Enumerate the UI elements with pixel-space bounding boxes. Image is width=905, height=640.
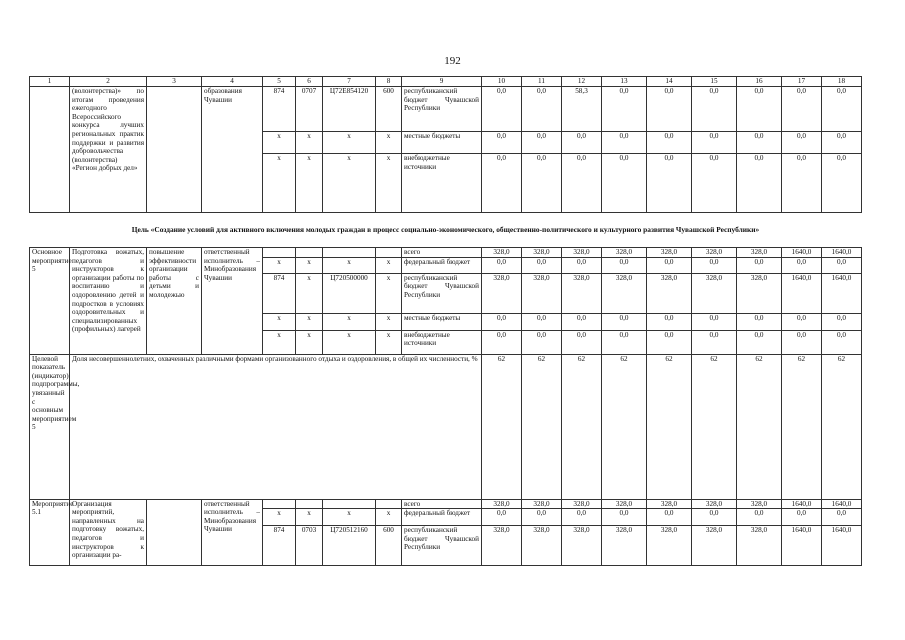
value-cell: 0,0	[647, 509, 692, 526]
code-cell: x	[376, 257, 402, 273]
value-cell: 328,0	[562, 526, 602, 566]
value-cell: 328,0	[522, 499, 562, 509]
value-cell: 1640,0	[822, 526, 862, 566]
value-cell: 62	[522, 354, 562, 499]
value-cell: 58,3	[562, 87, 602, 132]
column-header: 11	[522, 77, 562, 87]
value-cell: 0,0	[482, 87, 522, 132]
value-cell: 0,0	[647, 257, 692, 273]
value-cell: 328,0	[482, 499, 522, 509]
value-cell: 328,0	[647, 526, 692, 566]
value-cell: 0,0	[522, 154, 562, 213]
code-cell	[323, 499, 376, 509]
value-cell: 0,0	[647, 154, 692, 213]
block2-col2: Подготовка вожатых, педагогов и инструкторов к организации работы по воспитанию и оздоровлению детей и подростков в условиях оздоровительных и специализированных (профильных) лагерей	[70, 248, 147, 355]
value-cell: 0,0	[737, 87, 782, 132]
value-cell: 0,0	[482, 257, 522, 273]
value-cell: 0,0	[782, 313, 822, 330]
block1-col1	[30, 87, 70, 213]
value-cell: 0,0	[482, 154, 522, 213]
column-header: 2	[70, 77, 147, 87]
value-cell: 328,0	[647, 248, 692, 258]
value-cell: 0,0	[737, 257, 782, 273]
code-cell: x	[296, 273, 323, 313]
code-cell: 874	[263, 273, 296, 313]
block1-col2: (волонтерства)» по итогам проведения ежегодного Всероссийского конкурса лучших региональных практик поддержки и развития добровольчества (волонтерства) «Регион добрых дел»	[70, 87, 147, 213]
block3-col4: ответственный исполнитель – Минобразования Чувашии	[202, 499, 263, 566]
funding-source: внебюджетные источники	[402, 330, 482, 354]
code-cell: x	[323, 132, 376, 154]
code-cell: x	[323, 154, 376, 213]
column-header: 13	[602, 77, 647, 87]
value-cell: 0,0	[737, 509, 782, 526]
code-cell: x	[296, 313, 323, 330]
value-cell: 0,0	[562, 509, 602, 526]
block2-col3: повышение эффективности организации работы с детьми и молодежью	[147, 248, 202, 355]
value-cell: 328,0	[647, 499, 692, 509]
value-cell: 62	[482, 354, 522, 499]
code-cell: Ц720512160	[323, 526, 376, 566]
value-cell: 0,0	[692, 313, 737, 330]
value-cell: 0,0	[562, 154, 602, 213]
value-cell: 0,0	[602, 154, 647, 213]
code-cell: x	[376, 132, 402, 154]
value-cell: 62	[562, 354, 602, 499]
column-header: 17	[782, 77, 822, 87]
code-cell	[263, 248, 296, 258]
code-cell	[376, 499, 402, 509]
value-cell: 328,0	[692, 499, 737, 509]
value-cell: 328,0	[602, 248, 647, 258]
funding-source: местные бюджеты	[402, 313, 482, 330]
funding-source: республиканский бюджет Чувашской Республики	[402, 526, 482, 566]
block2-row	[30, 248, 862, 258]
value-cell: 0,0	[647, 87, 692, 132]
code-cell: x	[263, 132, 296, 154]
code-cell: x	[296, 154, 323, 213]
funding-source: всего	[402, 248, 482, 258]
value-cell: 0,0	[647, 132, 692, 154]
value-cell: 0,0	[822, 313, 862, 330]
value-cell: 1640,0	[782, 499, 822, 509]
value-cell: 0,0	[602, 132, 647, 154]
value-cell: 0,0	[602, 509, 647, 526]
funding-source: республиканский бюджет Чувашской Республики	[402, 87, 482, 132]
code-cell: 874	[263, 87, 296, 132]
value-cell: 0,0	[482, 509, 522, 526]
value-cell: 328,0	[602, 273, 647, 313]
code-cell: x	[323, 313, 376, 330]
block3-col2: Организация мероприятий, направленных на подготовку вожатых, педагогов и инструкторов к организации ра-	[70, 499, 147, 566]
budget-table	[29, 76, 862, 566]
code-cell: x	[263, 154, 296, 213]
value-cell: 0,0	[522, 132, 562, 154]
code-cell: x	[376, 313, 402, 330]
column-header: 8	[376, 77, 402, 87]
column-header: 10	[482, 77, 522, 87]
value-cell: 328,0	[647, 273, 692, 313]
code-cell: x	[323, 330, 376, 354]
code-cell: x	[296, 132, 323, 154]
value-cell: 0,0	[737, 313, 782, 330]
value-cell: 0,0	[482, 313, 522, 330]
column-header: 1	[30, 77, 70, 87]
funding-source: федеральный бюджет	[402, 257, 482, 273]
value-cell: 328,0	[482, 248, 522, 258]
funding-source: внебюджетные источники	[402, 154, 482, 213]
value-cell: 328,0	[737, 273, 782, 313]
value-cell: 328,0	[692, 248, 737, 258]
value-cell: 62	[782, 354, 822, 499]
indicator-label: Целевой показатель (индикатор) подпрограммы, увязанный с основным мероприятием 5	[30, 354, 70, 499]
block2-col4: ответственный исполнитель – Минобразования Чувашии	[202, 248, 263, 355]
code-cell: 0707	[296, 87, 323, 132]
code-cell: 600	[376, 526, 402, 566]
column-header: 16	[737, 77, 782, 87]
column-header: 6	[296, 77, 323, 87]
value-cell: 0,0	[562, 330, 602, 354]
value-cell: 0,0	[562, 257, 602, 273]
value-cell: 62	[602, 354, 647, 499]
value-cell: 0,0	[782, 330, 822, 354]
value-cell: 0,0	[692, 132, 737, 154]
code-cell: x	[296, 330, 323, 354]
indicator-row	[30, 354, 862, 499]
code-cell	[296, 248, 323, 258]
code-cell	[376, 248, 402, 258]
code-cell: x	[376, 509, 402, 526]
code-cell: 874	[263, 526, 296, 566]
page-number: 192	[444, 55, 461, 67]
value-cell: 62	[737, 354, 782, 499]
value-cell: 328,0	[737, 526, 782, 566]
value-cell: 0,0	[782, 87, 822, 132]
value-cell: 0,0	[562, 313, 602, 330]
value-cell: 62	[647, 354, 692, 499]
value-cell: 328,0	[562, 273, 602, 313]
column-header: 9	[402, 77, 482, 87]
column-header: 3	[147, 77, 202, 87]
value-cell: 328,0	[692, 273, 737, 313]
value-cell: 0,0	[822, 330, 862, 354]
funding-source: федеральный бюджет	[402, 509, 482, 526]
value-cell: 0,0	[692, 257, 737, 273]
value-cell: 328,0	[737, 499, 782, 509]
value-cell: 328,0	[522, 273, 562, 313]
code-cell: x	[376, 330, 402, 354]
block3-col3	[147, 499, 202, 566]
value-cell: 0,0	[692, 154, 737, 213]
column-header: 7	[323, 77, 376, 87]
value-cell: 0,0	[562, 132, 602, 154]
value-cell: 0,0	[822, 154, 862, 213]
value-cell: 1640,0	[822, 273, 862, 313]
code-cell: x	[263, 257, 296, 273]
value-cell: 0,0	[692, 509, 737, 526]
code-cell: 600	[376, 87, 402, 132]
goal-row	[30, 213, 862, 248]
value-cell: 62	[822, 354, 862, 499]
value-cell: 328,0	[482, 273, 522, 313]
block3-col1: Мероприятие 5.1	[30, 499, 70, 566]
column-header: 18	[822, 77, 862, 87]
code-cell: Ц720500000	[323, 273, 376, 313]
value-cell: 1640,0	[822, 499, 862, 509]
header-row	[30, 77, 862, 87]
column-header: 4	[202, 77, 263, 87]
value-cell: 1640,0	[782, 248, 822, 258]
code-cell: x	[296, 257, 323, 273]
column-header: 12	[562, 77, 602, 87]
value-cell: 0,0	[602, 313, 647, 330]
value-cell: 0,0	[482, 132, 522, 154]
value-cell: 0,0	[647, 313, 692, 330]
code-cell: x	[323, 509, 376, 526]
code-cell: Ц72Е854120	[323, 87, 376, 132]
funding-source: республиканский бюджет Чувашской Республики	[402, 273, 482, 313]
value-cell: 328,0	[562, 499, 602, 509]
value-cell: 0,0	[782, 132, 822, 154]
code-cell	[263, 499, 296, 509]
code-cell	[323, 248, 376, 258]
column-header: 5	[263, 77, 296, 87]
value-cell: 0,0	[782, 154, 822, 213]
value-cell: 0,0	[522, 313, 562, 330]
block1-col4: образования Чувашии	[202, 87, 263, 213]
value-cell: 0,0	[522, 509, 562, 526]
value-cell: 0,0	[692, 87, 737, 132]
value-cell: 0,0	[822, 509, 862, 526]
value-cell: 328,0	[562, 248, 602, 258]
value-cell: 0,0	[647, 330, 692, 354]
code-cell	[296, 499, 323, 509]
value-cell: 62	[692, 354, 737, 499]
value-cell: 0,0	[522, 87, 562, 132]
code-cell: x	[323, 257, 376, 273]
code-cell: 0703	[296, 526, 323, 566]
value-cell: 0,0	[522, 257, 562, 273]
value-cell: 0,0	[782, 257, 822, 273]
value-cell: 0,0	[822, 132, 862, 154]
value-cell: 328,0	[482, 526, 522, 566]
value-cell: 0,0	[737, 330, 782, 354]
value-cell: 0,0	[522, 330, 562, 354]
funding-source: всего	[402, 499, 482, 509]
value-cell: 0,0	[782, 509, 822, 526]
funding-source: местные бюджеты	[402, 132, 482, 154]
value-cell: 0,0	[602, 330, 647, 354]
code-cell: x	[263, 313, 296, 330]
code-cell: x	[376, 273, 402, 313]
code-cell: x	[263, 330, 296, 354]
value-cell: 0,0	[692, 330, 737, 354]
value-cell: 328,0	[522, 526, 562, 566]
value-cell: 328,0	[522, 248, 562, 258]
value-cell: 0,0	[822, 87, 862, 132]
goal-text: Цель «Создание условий для активного включения молодых граждан в процесс социально-экономического, общественно-политического и культурного развития Чувашской Республики»	[30, 213, 862, 248]
value-cell: 328,0	[692, 526, 737, 566]
column-header: 14	[647, 77, 692, 87]
block1-row	[30, 87, 862, 132]
value-cell: 0,0	[482, 330, 522, 354]
value-cell: 1640,0	[822, 248, 862, 258]
value-cell: 0,0	[602, 87, 647, 132]
value-cell: 0,0	[737, 132, 782, 154]
block1-col3	[147, 87, 202, 213]
value-cell: 328,0	[737, 248, 782, 258]
block2-col1: Основное мероприятие 5	[30, 248, 70, 355]
value-cell: 0,0	[602, 257, 647, 273]
code-cell: x	[263, 509, 296, 526]
code-cell: x	[376, 154, 402, 213]
column-header: 15	[692, 77, 737, 87]
value-cell: 0,0	[737, 154, 782, 213]
value-cell: 328,0	[602, 499, 647, 509]
value-cell: 1640,0	[782, 526, 822, 566]
value-cell: 0,0	[822, 257, 862, 273]
code-cell: x	[296, 509, 323, 526]
value-cell: 328,0	[602, 526, 647, 566]
value-cell: 1640,0	[782, 273, 822, 313]
indicator-text: Доля несовершеннолетних, охваченных различными формами организованного отдыха и оздоровления, в общей их численности, %	[70, 354, 482, 499]
block3-row	[30, 499, 862, 509]
